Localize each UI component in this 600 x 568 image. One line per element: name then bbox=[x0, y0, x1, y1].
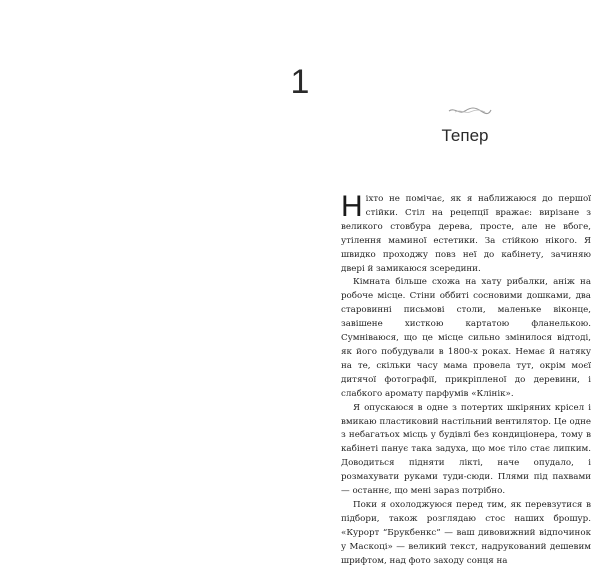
paragraph-4: Поки я охолоджуюся перед тим, як перевзутися в підбори, також розглядаю стос наших брошур. «Курорт “Брукбенкс” — ваш дивовижний відпочинок у Мaскоці» — великий текст, надрукований дешевим шрифтом, над фото заходу сонця на bbox=[341, 499, 591, 566]
paragraph-1 bbox=[341, 190, 591, 276]
drop-cap: Н bbox=[341, 190, 363, 223]
paragraph-3: Я опускаюся в одне з потертих шкіряних крісел і вмикаю пластиковий настільний вентилятор. Це одне з небагатьох місць у будівлі без кондиціонера, тому в кабінеті панує така задуха, що моє тіло стає липким. Доводиться підняти лікті, наче опудало, і розмахувати руками туди-сюди. Плями під пахвами — останнє, що мені зараз потрібно. bbox=[341, 402, 591, 497]
chapter-number: 1 bbox=[290, 63, 310, 101]
wave-ornament-icon bbox=[447, 104, 493, 116]
chapter-body bbox=[341, 190, 591, 568]
chapter-title-wrapper bbox=[0, 124, 600, 148]
paragraph-2: Кімната більше схожа на хату рибалки, аніж на робоче місце. Стіни оббиті сосновими дошками, два старовинні письмові столи, маленьке віконце, завішене хисткою картатою фланелькою. Сумніваюся, що це місце сильно змінилося відтоді, як його побудували в 1800-х роках. Немає й натяку на те, скільки часу мама провела тут, окрім моєї дитячої фотографії, прикріпленої до деревини, і слабкого аромату парфумів «Клінік». bbox=[341, 277, 591, 399]
chapter-title: Тепер bbox=[441, 126, 489, 145]
paragraph-1-text: іхто не помічає, як я наближаюся до першої стійки. Стіл на рецепції вражає: вирізане з великого стовбура дерева, просте, але не вбоге, утілення маминої естетики. За стійкою нікого. Я швидко проходжу повз неї до кабінету, зачиняю двері й замикаюся зсередини. bbox=[341, 194, 591, 274]
